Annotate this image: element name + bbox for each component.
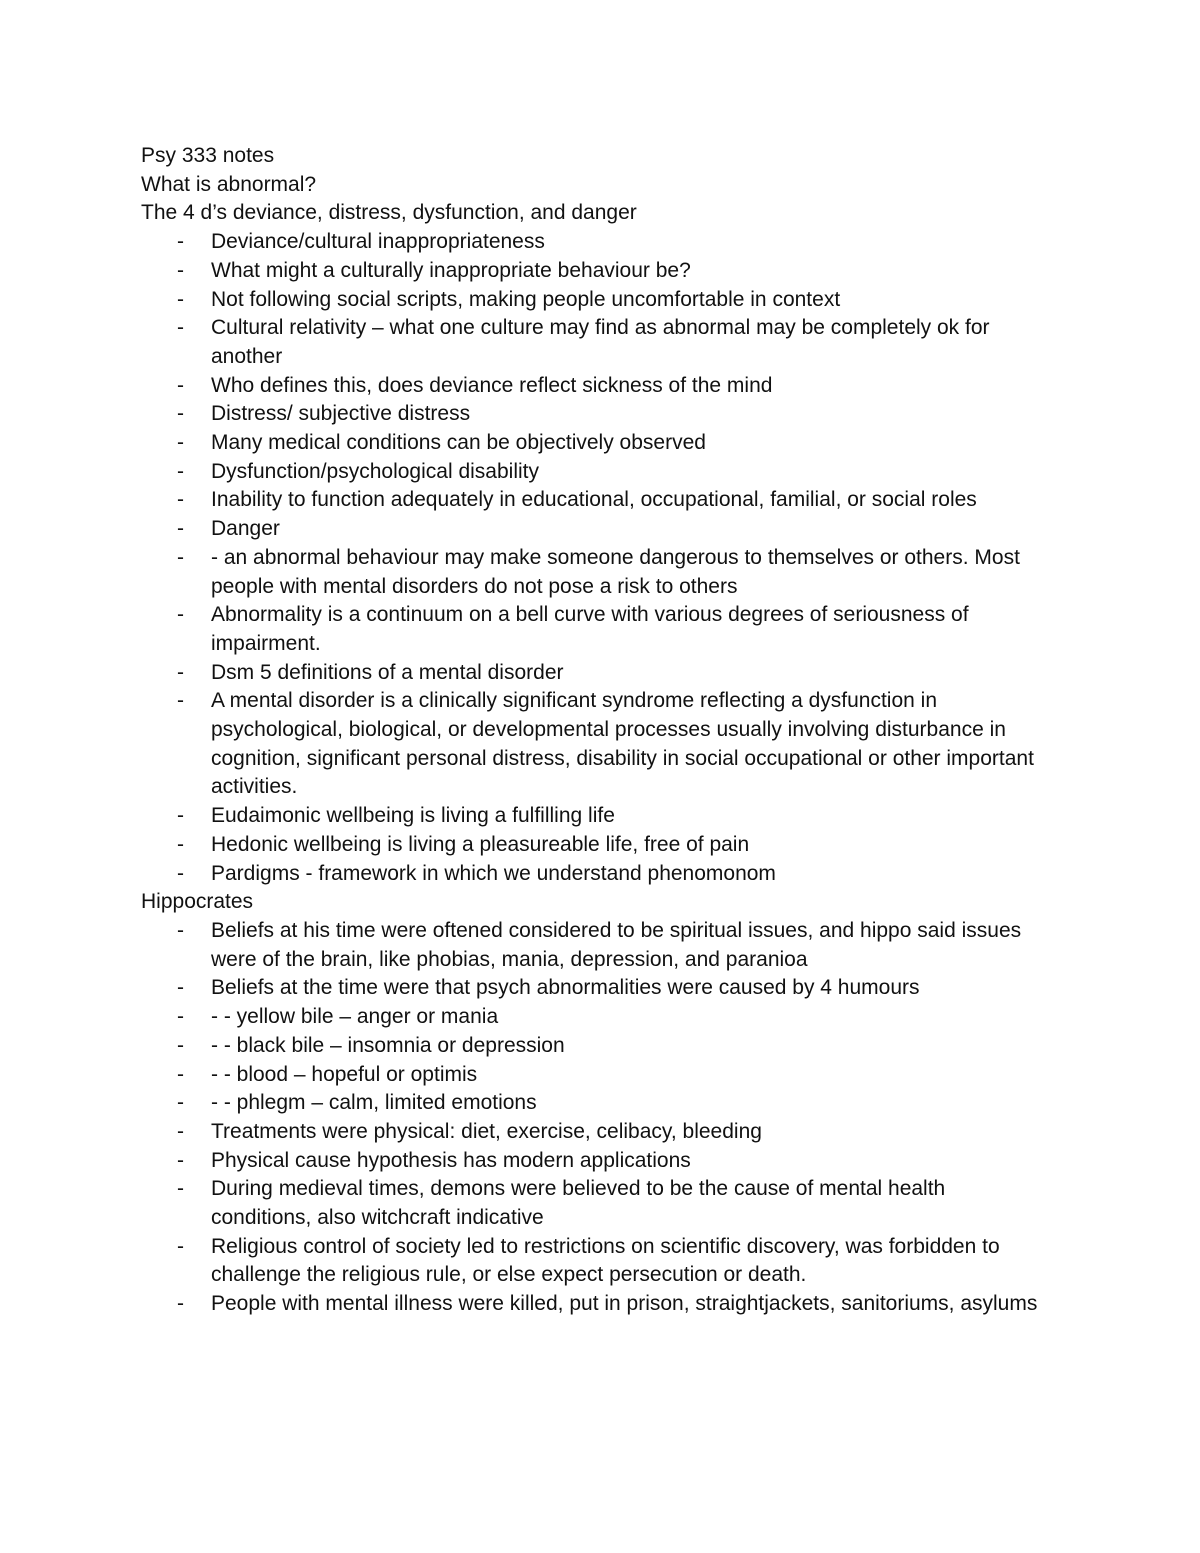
list-item [141, 228, 1061, 257]
list-item-text: Religious control of society led to restrictions on scientific discovery, was forbidden to challenge the religious rule, or else expect persecution or death. [211, 1234, 1000, 1287]
hippocrates-heading: Hippocrates [141, 890, 254, 914]
bullet-dash: - [177, 660, 184, 684]
abnormal-bullet-list [141, 228, 1061, 888]
bullet-dash: - [177, 832, 184, 856]
list-item [141, 515, 1061, 544]
list-item [141, 1290, 1061, 1319]
bullet-dash: - [177, 918, 184, 942]
list-item [141, 1118, 1061, 1147]
list-item-text: Abnormality is a continuum on a bell curve with various degrees of seriousness of impairment. [211, 603, 969, 655]
list-item-text: Hedonic wellbeing is living a pleasureable life, free of pain [211, 832, 750, 856]
list-item-text: Many medical conditions can be objectively observed [211, 431, 706, 455]
list-item [141, 917, 1061, 974]
bullet-dash: - [177, 1062, 184, 1086]
list-item-text: - - yellow bile – anger or mania [211, 1005, 499, 1029]
list-item-text: - - blood – hopeful or optimis [211, 1062, 478, 1086]
list-item-text: Beliefs at his time were oftened considered to be spiritual issues, and hippo said issues were of the brain, like phobias, mania, depression, and paranioa [211, 918, 1022, 971]
bullet-dash: - [177, 1119, 184, 1143]
list-item [141, 544, 1061, 601]
bullet-dash: - [177, 373, 184, 397]
list-item [141, 286, 1061, 315]
list-item-text: - - phlegm – calm, limited emotions [211, 1091, 537, 1115]
list-item-text: - an abnormal behaviour may make someone dangerous to themselves or others. Most people with mental disorders do not pose a risk to others [211, 545, 1020, 598]
document-title: Psy 333 notes [141, 144, 275, 167]
list-item [141, 458, 1061, 487]
list-item [141, 687, 1061, 802]
list-item [141, 1233, 1061, 1290]
bullet-dash: - [177, 230, 184, 254]
notes-body [141, 142, 1061, 1319]
list-item [141, 860, 1061, 889]
list-item [141, 601, 1061, 658]
bullet-dash: - [177, 976, 184, 1000]
list-item-text: Dsm 5 definitions of a mental disorder [211, 660, 564, 684]
list-item-text: Treatments were physical: diet, exercise, celibacy, bleeding [211, 1119, 762, 1143]
list-item [141, 486, 1061, 515]
bullet-dash: - [177, 1148, 184, 1172]
list-item [141, 1147, 1061, 1176]
bullet-dash: - [177, 402, 184, 426]
bullet-dash: - [177, 316, 184, 340]
list-item-text: Physical cause hypothesis has modern applications [211, 1148, 691, 1172]
list-item [141, 372, 1061, 401]
bullet-dash: - [177, 1234, 184, 1258]
list-item [141, 400, 1061, 429]
bullet-dash: - [177, 689, 184, 713]
bullet-dash: - [177, 517, 184, 541]
bullet-dash: - [177, 488, 184, 512]
list-item [141, 1032, 1061, 1061]
list-item-text: Dysfunction/psychological disability [211, 459, 539, 483]
bullet-dash: - [177, 459, 184, 483]
bullet-dash: - [177, 1033, 184, 1057]
bullet-dash: - [177, 1005, 184, 1029]
list-item-text: A mental disorder is a clinically significant syndrome reflecting a dysfunction in psychological, biological, or developmental processes usually involving disturbance in cognition, significant personal distress, disability in social occupational or other important activities. [211, 689, 1034, 799]
list-item [141, 429, 1061, 458]
bullet-dash: - [177, 1177, 184, 1201]
bullet-dash: - [177, 1091, 184, 1115]
four-ds-heading: The 4 d’s deviance, distress, dysfunction, and danger [141, 201, 637, 225]
list-item-text: During medieval times, demons were believed to be the cause of mental health conditions, also witchcraft indicative [211, 1177, 946, 1230]
list-item [141, 1089, 1061, 1118]
list-item [141, 257, 1061, 286]
list-item-text: People with mental illness were killed, put in prison, straightjackets, sanitoriums, asylums [211, 1292, 1038, 1316]
bullet-dash: - [177, 258, 184, 282]
list-item-text: Inability to function adequately in educational, occupational, familial, or social roles [211, 488, 977, 512]
bullet-dash: - [177, 804, 184, 828]
list-item [141, 802, 1061, 831]
bullet-dash: - [177, 1292, 184, 1316]
hippocrates-bullet-list [141, 917, 1061, 1319]
list-item [141, 831, 1061, 860]
list-item-text: Deviance/cultural inappropriateness [211, 230, 545, 254]
list-item-text: Not following social scripts, making people uncomfortable in context [211, 287, 841, 311]
bullet-dash: - [177, 603, 184, 627]
bullet-dash: - [177, 545, 184, 569]
list-item-text: Pardigms - framework in which we understand phenomonom [211, 861, 776, 885]
list-item-text: Danger [211, 517, 280, 541]
bullet-dash: - [177, 287, 184, 311]
list-item-text: Who defines this, does deviance reflect sickness of the mind [211, 373, 773, 397]
question-heading: What is abnormal? [141, 172, 317, 196]
list-item [141, 974, 1061, 1003]
bullet-dash: - [177, 861, 184, 885]
list-item [141, 1175, 1061, 1232]
list-item [141, 1003, 1061, 1032]
list-item-text: Distress/ subjective distress [211, 402, 471, 426]
list-item-text: - - black bile – insomnia or depression [211, 1033, 565, 1057]
list-item [141, 314, 1061, 371]
bullet-dash: - [177, 431, 184, 455]
list-item-text: Cultural relativity – what one culture may find as abnormal may be completely ok for another [211, 316, 990, 368]
list-item-text: What might a culturally inappropriate behaviour be? [211, 258, 691, 282]
list-item-text: Beliefs at the time were that psych abnormalities were caused by 4 humours [211, 976, 920, 1000]
list-item [141, 659, 1061, 688]
list-item [141, 1061, 1061, 1090]
list-item-text: Eudaimonic wellbeing is living a fulfilling life [211, 804, 615, 828]
